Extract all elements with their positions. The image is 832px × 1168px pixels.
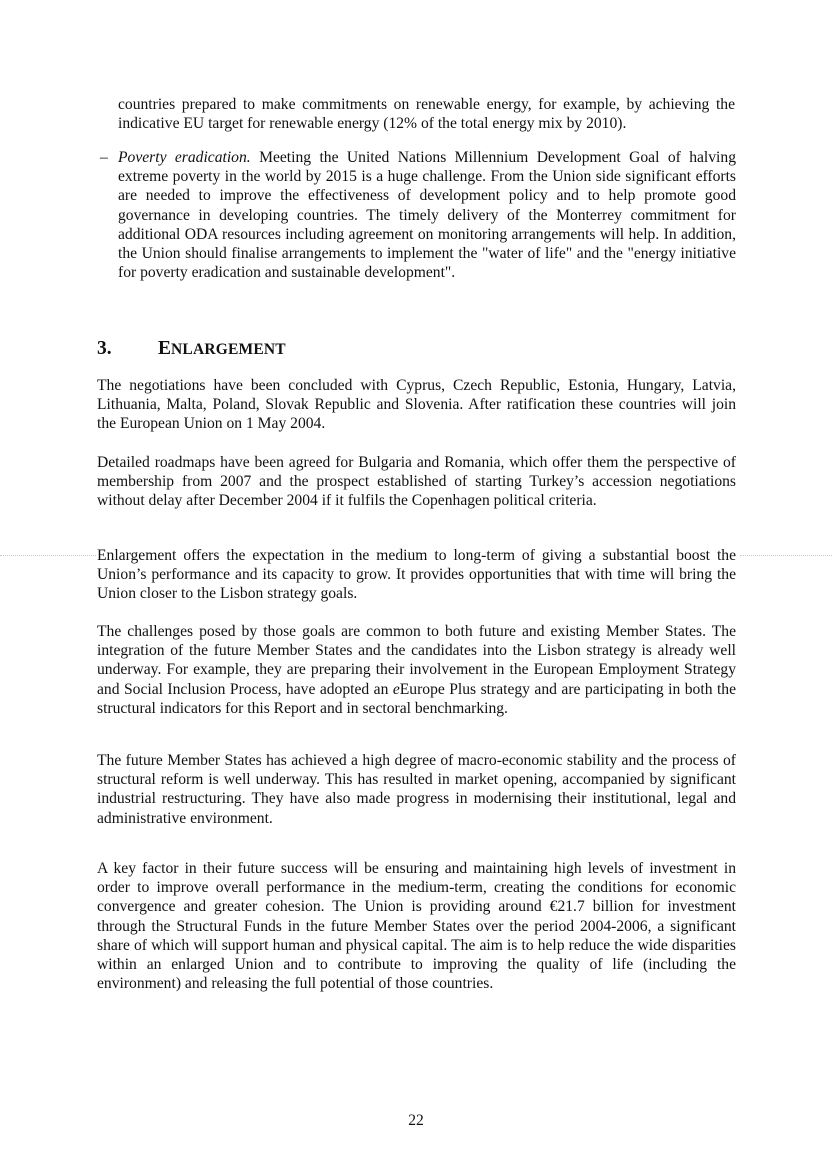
paragraph-investment: A key factor in their future success will be ensuring and maintaining high levels of investment in order to improve overall performance in the medium-term, creating the conditions for economic convergence and greater cohesion. The Union is providing around €21.7 billion for investment through the Structural Funds in the future Member States over the period 2004-2006, a significant share of which will support human and physical capital. The aim is to help reduce the wide disparities within an enlarged Union and to contribute to improving the quality of life (including the environment) and releasing the full potential of those countries.: [97, 860, 736, 993]
bullet-text: [118, 148, 736, 282]
paragraph-challenges-italic: e: [392, 680, 400, 698]
section-heading: [97, 337, 286, 362]
page-number: 22: [408, 1112, 424, 1129]
section-number: 3.: [97, 338, 112, 359]
section-title-rest: NLARGEMENT: [171, 341, 286, 358]
paragraph-roadmaps: Detailed roadmaps have been agreed for Bulgaria and Romania, which offer them the perspective of membership from 2007 and the prospect established of starting Turkey’s accession negotiations without delay after December 2004 if it fulfils the Copenhagen political criteria.: [97, 454, 736, 510]
paragraph-challenges: [97, 622, 736, 718]
paragraph-stability: The future Member States has achieved a high degree of macro-economic stability and the process of structural reform is well underway. This has resulted in market opening, accompanied by significant industrial restructuring. They have also made progress in modernising their institutional, legal and administrative environment.: [97, 752, 736, 827]
scan-artifact-line: [0, 555, 96, 556]
paragraph-expectation: Enlargement offers the expectation in the medium to long-term of giving a substantial boost the Union’s performance and its capacity to grow. It provides opportunities that with time will bring the Union closer to the Lisbon strategy goals.: [97, 547, 736, 603]
paragraph-challenges-part1: The challenges posed by those goals are common to both future and existing Member States. The integration of the future Member States and the candidates into the Lisbon strategy is already well underway. For example, they are preparing their involvement in the European Employment Strategy and Social Inclusion Process, have adopted an: [97, 623, 736, 698]
section-title-initial: E: [158, 338, 172, 359]
bullet-body: Meeting the United Nations Millennium Development Goal of halving extreme poverty in the world by 2015 is a huge challenge. From the Union side significant efforts are needed to improve the effectiveness of development policy and to help promote good governance in developing countries. The timely delivery of the Monterrey commitment for additional ODA resources including agreement on monitoring arrangements will help. In addition, the Union should finalise arrangements to implement the "water of life" and the "energy initiative for poverty eradication and sustainable development".: [118, 149, 736, 282]
scan-artifact-line: [740, 555, 832, 556]
continuation-paragraph: countries prepared to make commitments on renewable energy, for example, by achieving the indicative EU target for renewable energy (12% of the total energy mix by 2010).: [118, 96, 735, 133]
bullet-lead: Poverty eradication.: [118, 149, 251, 166]
bullet-item-poverty-eradication: [100, 148, 736, 282]
bullet-dash: –: [100, 149, 108, 166]
paragraph-negotiations: The negotiations have been concluded with Cyprus, Czech Republic, Estonia, Hungary, Latvia, Lithuania, Malta, Poland, Slovak Republic and Slovenia. After ratification these countries will join the European Union on 1 May 2004.: [97, 377, 736, 433]
paragraph-challenges-part2: Europe Plus strategy and are participating in both the structural indicators for this Report and in sectoral benchmarking.: [97, 680, 737, 717]
